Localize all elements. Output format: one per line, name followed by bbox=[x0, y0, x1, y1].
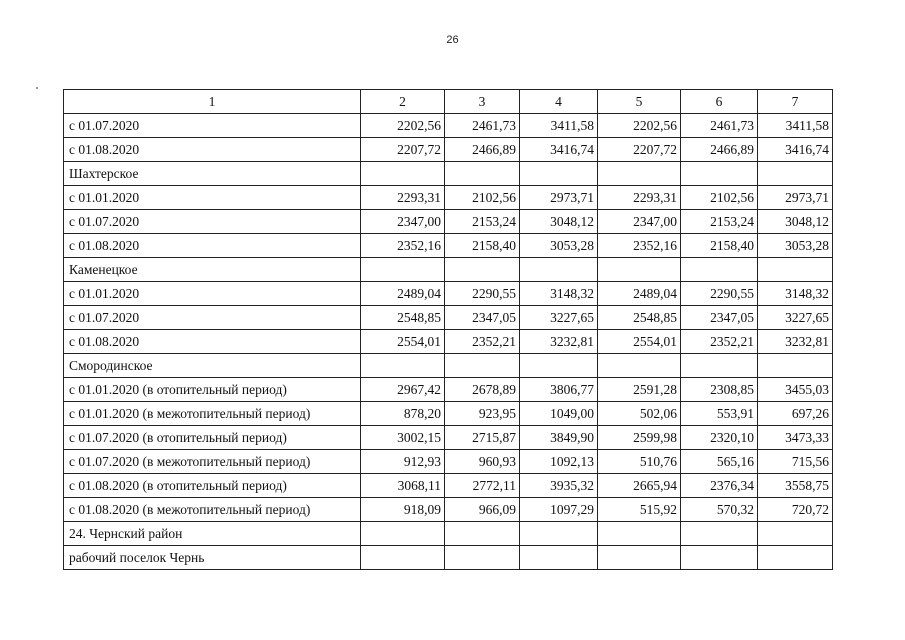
value-cell: 2772,11 bbox=[445, 474, 520, 498]
value-cell bbox=[520, 162, 598, 186]
value-cell: 2207,72 bbox=[361, 138, 445, 162]
value-cell: 3053,28 bbox=[520, 234, 598, 258]
value-cell bbox=[598, 162, 681, 186]
row-label-cell: с 01.01.2020 (в межотопительный период) bbox=[64, 402, 361, 426]
value-cell: 3416,74 bbox=[758, 138, 833, 162]
value-cell bbox=[361, 162, 445, 186]
value-cell: 3411,58 bbox=[520, 114, 598, 138]
value-cell: 2461,73 bbox=[445, 114, 520, 138]
column-header: 5 bbox=[598, 90, 681, 114]
value-cell: 2489,04 bbox=[598, 282, 681, 306]
value-cell bbox=[361, 354, 445, 378]
table-row bbox=[64, 450, 833, 474]
value-cell: 2347,05 bbox=[681, 306, 758, 330]
table-row bbox=[64, 378, 833, 402]
value-cell: 2548,85 bbox=[361, 306, 445, 330]
value-cell bbox=[598, 546, 681, 570]
value-cell: 2967,42 bbox=[361, 378, 445, 402]
value-cell: 2554,01 bbox=[361, 330, 445, 354]
value-cell: 2347,05 bbox=[445, 306, 520, 330]
value-cell: 2554,01 bbox=[598, 330, 681, 354]
value-cell bbox=[361, 258, 445, 282]
value-cell bbox=[445, 258, 520, 282]
value-cell: 3227,65 bbox=[758, 306, 833, 330]
value-cell: 3068,11 bbox=[361, 474, 445, 498]
value-cell: 2308,85 bbox=[681, 378, 758, 402]
value-cell: 3048,12 bbox=[520, 210, 598, 234]
value-cell bbox=[520, 546, 598, 570]
table-row bbox=[64, 402, 833, 426]
value-cell: 3053,28 bbox=[758, 234, 833, 258]
row-label-cell: с 01.07.2020 bbox=[64, 114, 361, 138]
value-cell: 923,95 bbox=[445, 402, 520, 426]
value-cell: 2293,31 bbox=[361, 186, 445, 210]
row-label-cell: с 01.08.2020 bbox=[64, 330, 361, 354]
value-cell bbox=[598, 522, 681, 546]
value-cell: 715,56 bbox=[758, 450, 833, 474]
row-label-cell: 24. Чернский район bbox=[64, 522, 361, 546]
value-cell bbox=[681, 546, 758, 570]
value-cell: 3455,03 bbox=[758, 378, 833, 402]
value-cell bbox=[681, 522, 758, 546]
value-cell: 912,93 bbox=[361, 450, 445, 474]
row-label-cell: с 01.08.2020 bbox=[64, 138, 361, 162]
table-row bbox=[64, 498, 833, 522]
value-cell: 3002,15 bbox=[361, 426, 445, 450]
value-cell: 510,76 bbox=[598, 450, 681, 474]
table-header-row bbox=[64, 90, 833, 114]
row-label-cell: с 01.01.2020 (в отопительный период) bbox=[64, 378, 361, 402]
table-row bbox=[64, 114, 833, 138]
value-cell bbox=[758, 162, 833, 186]
table-row bbox=[64, 282, 833, 306]
value-cell bbox=[681, 258, 758, 282]
value-cell: 966,09 bbox=[445, 498, 520, 522]
value-cell bbox=[758, 258, 833, 282]
value-cell: 2461,73 bbox=[681, 114, 758, 138]
column-header: 6 bbox=[681, 90, 758, 114]
value-cell: 2207,72 bbox=[598, 138, 681, 162]
value-cell: 570,32 bbox=[681, 498, 758, 522]
value-cell: 2665,94 bbox=[598, 474, 681, 498]
value-cell: 2158,40 bbox=[445, 234, 520, 258]
table-body bbox=[64, 90, 833, 570]
value-cell: 3806,77 bbox=[520, 378, 598, 402]
table-row bbox=[64, 522, 833, 546]
row-label-cell: с 01.01.2020 bbox=[64, 186, 361, 210]
value-cell: 720,72 bbox=[758, 498, 833, 522]
value-cell: 3227,65 bbox=[520, 306, 598, 330]
table-row bbox=[64, 354, 833, 378]
table-row bbox=[64, 138, 833, 162]
value-cell bbox=[445, 546, 520, 570]
value-cell: 2352,16 bbox=[598, 234, 681, 258]
value-cell: 1097,29 bbox=[520, 498, 598, 522]
value-cell: 2102,56 bbox=[445, 186, 520, 210]
table-row bbox=[64, 474, 833, 498]
value-cell: 2153,24 bbox=[681, 210, 758, 234]
value-cell: 697,26 bbox=[758, 402, 833, 426]
table-row bbox=[64, 162, 833, 186]
row-label-cell: с 01.01.2020 bbox=[64, 282, 361, 306]
value-cell: 918,09 bbox=[361, 498, 445, 522]
value-cell bbox=[445, 354, 520, 378]
value-cell: 3411,58 bbox=[758, 114, 833, 138]
value-cell: 2293,31 bbox=[598, 186, 681, 210]
value-cell: 2102,56 bbox=[681, 186, 758, 210]
value-cell: 3935,32 bbox=[520, 474, 598, 498]
value-cell: 2352,21 bbox=[681, 330, 758, 354]
value-cell: 3416,74 bbox=[520, 138, 598, 162]
table-row bbox=[64, 258, 833, 282]
value-cell: 2973,71 bbox=[520, 186, 598, 210]
column-header: 3 bbox=[445, 90, 520, 114]
value-cell: 2715,87 bbox=[445, 426, 520, 450]
row-label-cell: Шахтерское bbox=[64, 162, 361, 186]
value-cell: 2202,56 bbox=[598, 114, 681, 138]
row-label-cell: с 01.07.2020 bbox=[64, 306, 361, 330]
row-label-cell: с 01.08.2020 bbox=[64, 234, 361, 258]
value-cell: 2376,34 bbox=[681, 474, 758, 498]
value-cell: 2202,56 bbox=[361, 114, 445, 138]
value-cell: 2973,71 bbox=[758, 186, 833, 210]
value-cell: 2599,98 bbox=[598, 426, 681, 450]
column-header: 2 bbox=[361, 90, 445, 114]
value-cell bbox=[520, 258, 598, 282]
row-label-cell: рабочий поселок Чернь bbox=[64, 546, 361, 570]
value-cell bbox=[520, 354, 598, 378]
value-cell: 3232,81 bbox=[758, 330, 833, 354]
value-cell: 515,92 bbox=[598, 498, 681, 522]
page-number: 26 bbox=[446, 34, 459, 46]
row-label-cell: Смородинское bbox=[64, 354, 361, 378]
value-cell bbox=[598, 354, 681, 378]
value-cell: 502,06 bbox=[598, 402, 681, 426]
margin-mark bbox=[36, 87, 38, 89]
row-label-cell: с 01.07.2020 (в межотопительный период) bbox=[64, 450, 361, 474]
value-cell: 2591,28 bbox=[598, 378, 681, 402]
table-row bbox=[64, 234, 833, 258]
table-row bbox=[64, 306, 833, 330]
column-header: 4 bbox=[520, 90, 598, 114]
value-cell: 565,16 bbox=[681, 450, 758, 474]
value-cell: 1092,13 bbox=[520, 450, 598, 474]
table-row bbox=[64, 426, 833, 450]
value-cell: 3558,75 bbox=[758, 474, 833, 498]
value-cell: 2466,89 bbox=[681, 138, 758, 162]
tariff-table bbox=[63, 89, 833, 570]
table-row bbox=[64, 546, 833, 570]
value-cell: 2466,89 bbox=[445, 138, 520, 162]
value-cell: 960,93 bbox=[445, 450, 520, 474]
value-cell: 3148,32 bbox=[520, 282, 598, 306]
value-cell bbox=[361, 522, 445, 546]
value-cell: 3148,32 bbox=[758, 282, 833, 306]
column-header: 7 bbox=[758, 90, 833, 114]
value-cell: 2290,55 bbox=[445, 282, 520, 306]
value-cell bbox=[361, 546, 445, 570]
value-cell: 2158,40 bbox=[681, 234, 758, 258]
value-cell bbox=[681, 354, 758, 378]
row-label-cell: с 01.08.2020 (в отопительный период) bbox=[64, 474, 361, 498]
value-cell: 2352,21 bbox=[445, 330, 520, 354]
value-cell bbox=[445, 162, 520, 186]
table-row bbox=[64, 210, 833, 234]
row-label-cell: Каменецкое bbox=[64, 258, 361, 282]
value-cell: 3048,12 bbox=[758, 210, 833, 234]
value-cell: 2153,24 bbox=[445, 210, 520, 234]
value-cell: 2347,00 bbox=[361, 210, 445, 234]
value-cell: 2489,04 bbox=[361, 282, 445, 306]
value-cell: 2347,00 bbox=[598, 210, 681, 234]
value-cell: 3849,90 bbox=[520, 426, 598, 450]
value-cell: 878,20 bbox=[361, 402, 445, 426]
table-row bbox=[64, 330, 833, 354]
value-cell: 2678,89 bbox=[445, 378, 520, 402]
value-cell: 3473,33 bbox=[758, 426, 833, 450]
row-label-cell: с 01.07.2020 (в отопительный период) bbox=[64, 426, 361, 450]
value-cell: 2548,85 bbox=[598, 306, 681, 330]
value-cell bbox=[758, 522, 833, 546]
value-cell bbox=[598, 258, 681, 282]
column-header: 1 bbox=[64, 90, 361, 114]
value-cell bbox=[758, 546, 833, 570]
table-row bbox=[64, 186, 833, 210]
value-cell: 2290,55 bbox=[681, 282, 758, 306]
value-cell bbox=[758, 354, 833, 378]
row-label-cell: с 01.08.2020 (в межотопительный период) bbox=[64, 498, 361, 522]
value-cell: 1049,00 bbox=[520, 402, 598, 426]
value-cell bbox=[681, 162, 758, 186]
value-cell: 3232,81 bbox=[520, 330, 598, 354]
value-cell bbox=[445, 522, 520, 546]
row-label-cell: с 01.07.2020 bbox=[64, 210, 361, 234]
value-cell bbox=[520, 522, 598, 546]
value-cell: 553,91 bbox=[681, 402, 758, 426]
value-cell: 2320,10 bbox=[681, 426, 758, 450]
value-cell: 2352,16 bbox=[361, 234, 445, 258]
